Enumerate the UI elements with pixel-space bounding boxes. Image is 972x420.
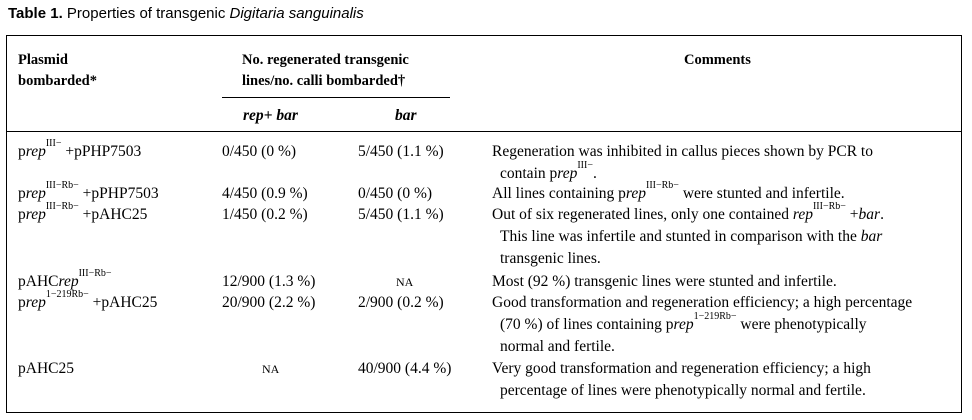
subheader-rep-bar: rep+ bar [243, 107, 298, 124]
text-run: +pAHC25 [88, 294, 158, 311]
comment-line [500, 249, 601, 269]
plasmid-cell [18, 180, 159, 204]
superscript: III−Rb− [812, 201, 846, 212]
text-run: This line was infertile and stunted in comparison with the [500, 228, 861, 245]
comment-line [500, 227, 882, 247]
text-run: Regeneration was inhibited in callus pieces shown by PCR to [492, 143, 873, 160]
text-run: . [880, 206, 884, 223]
comment-line [500, 160, 597, 184]
comment-line [492, 180, 845, 204]
bar-value: NA [396, 275, 414, 289]
rep-bar-value: 20/900 (2.2 %) [222, 294, 316, 311]
bar-value: 5/450 (1.1 %) [358, 143, 444, 160]
superscript: III−Rb− [45, 201, 79, 212]
superscript: III− [45, 138, 62, 149]
gene-name: bar [860, 228, 883, 245]
text-run: p [18, 206, 26, 223]
gene-name: rep [25, 143, 46, 160]
superscript: III− [577, 160, 593, 171]
text-run: p [18, 185, 26, 202]
superscript: III−Rb− [645, 180, 679, 191]
text-run: p [18, 143, 26, 160]
comment-line [500, 311, 867, 335]
header-subrule [222, 97, 450, 98]
comment-line [492, 272, 837, 292]
rep-bar-value: 4/450 (0.9 %) [222, 185, 308, 202]
text-run: pAHC25 [18, 360, 74, 377]
gene-name: rep [58, 273, 79, 290]
text-run: . [592, 165, 597, 182]
gene-name: rep [557, 165, 578, 182]
text-run: (70 %) of lines containing p [500, 316, 674, 333]
subheader-bar: bar [395, 107, 417, 124]
text-run: Most (92 %) transgenic lines were stunted and infertile. [492, 273, 837, 290]
header-plasmid-line1: Plasmid [18, 52, 68, 68]
superscript: III−Rb− [45, 180, 79, 191]
bar-value: 2/900 (0.2 %) [358, 294, 444, 311]
bar-value: 5/450 (1.1 %) [358, 206, 444, 223]
text-run: were phenotypically [736, 316, 867, 333]
bar-value: 0/450 (0 %) [358, 185, 433, 202]
gene-name: rep [792, 206, 813, 223]
header-comments: Comments [684, 52, 751, 68]
superscript: III−Rb− [78, 268, 112, 279]
gene-name: rep [673, 316, 694, 333]
text-run: p [18, 294, 26, 311]
comment-line [492, 201, 884, 225]
gene-name: rep [25, 185, 46, 202]
gene-name: bar [858, 206, 881, 223]
text-run: +pPHP7503 [61, 143, 142, 160]
text-run: contain p [500, 165, 558, 182]
text-run: + [845, 206, 859, 223]
comment-line [492, 142, 873, 162]
rep-bar-value: NA [262, 362, 280, 376]
rep-bar-value: 12/900 (1.3 %) [222, 273, 316, 290]
superscript: 1−219Rb− [693, 311, 737, 322]
rep-bar-value: 1/450 (0.2 %) [222, 206, 308, 223]
text-run: normal and fertile. [500, 338, 615, 355]
text-run: All lines containing p [492, 185, 626, 202]
comment-line [500, 337, 615, 357]
text-run: transgenic lines. [500, 250, 601, 267]
comment-line [500, 381, 866, 401]
header-regen-line2: lines/no. calli bombarded† [242, 73, 406, 89]
superscript: 1−219Rb− [45, 289, 89, 300]
plasmid-cell [18, 289, 158, 313]
text-run: +pAHC25 [78, 206, 148, 223]
caption-species: Digitaria sanguinalis [229, 5, 364, 22]
table-label: Table 1. [8, 5, 63, 22]
text-run: pAHC [18, 273, 59, 290]
caption-text: Properties of transgenic [66, 5, 226, 22]
gene-name: rep [25, 206, 46, 223]
header-rule [6, 131, 962, 132]
comment-line [492, 293, 912, 313]
comment-line [492, 359, 871, 379]
text-run: were stunted and infertile. [678, 185, 845, 202]
rep-bar-value: 0/450 (0 %) [222, 143, 297, 160]
header-regen-line1: No. regenerated transgenic [242, 52, 409, 68]
plasmid-cell [18, 201, 148, 225]
text-run: Good transformation and regeneration efficiency; a high percentage [492, 294, 913, 311]
table-caption [8, 5, 364, 22]
text-run: percentage of lines were phenotypically normal and fertile. [500, 382, 866, 399]
plasmid-cell [18, 138, 142, 162]
text-run: Very good transformation and regeneration efficiency; a high [492, 360, 871, 377]
plasmid-cell [18, 359, 74, 379]
bar-value: 40/900 (4.4 %) [358, 360, 452, 377]
gene-name: rep [625, 185, 646, 202]
text-run: Out of six regenerated lines, only one contained [492, 206, 793, 223]
text-run: +pPHP7503 [78, 185, 159, 202]
gene-name: rep [25, 294, 46, 311]
header-plasmid-line2: bombarded* [18, 73, 97, 89]
